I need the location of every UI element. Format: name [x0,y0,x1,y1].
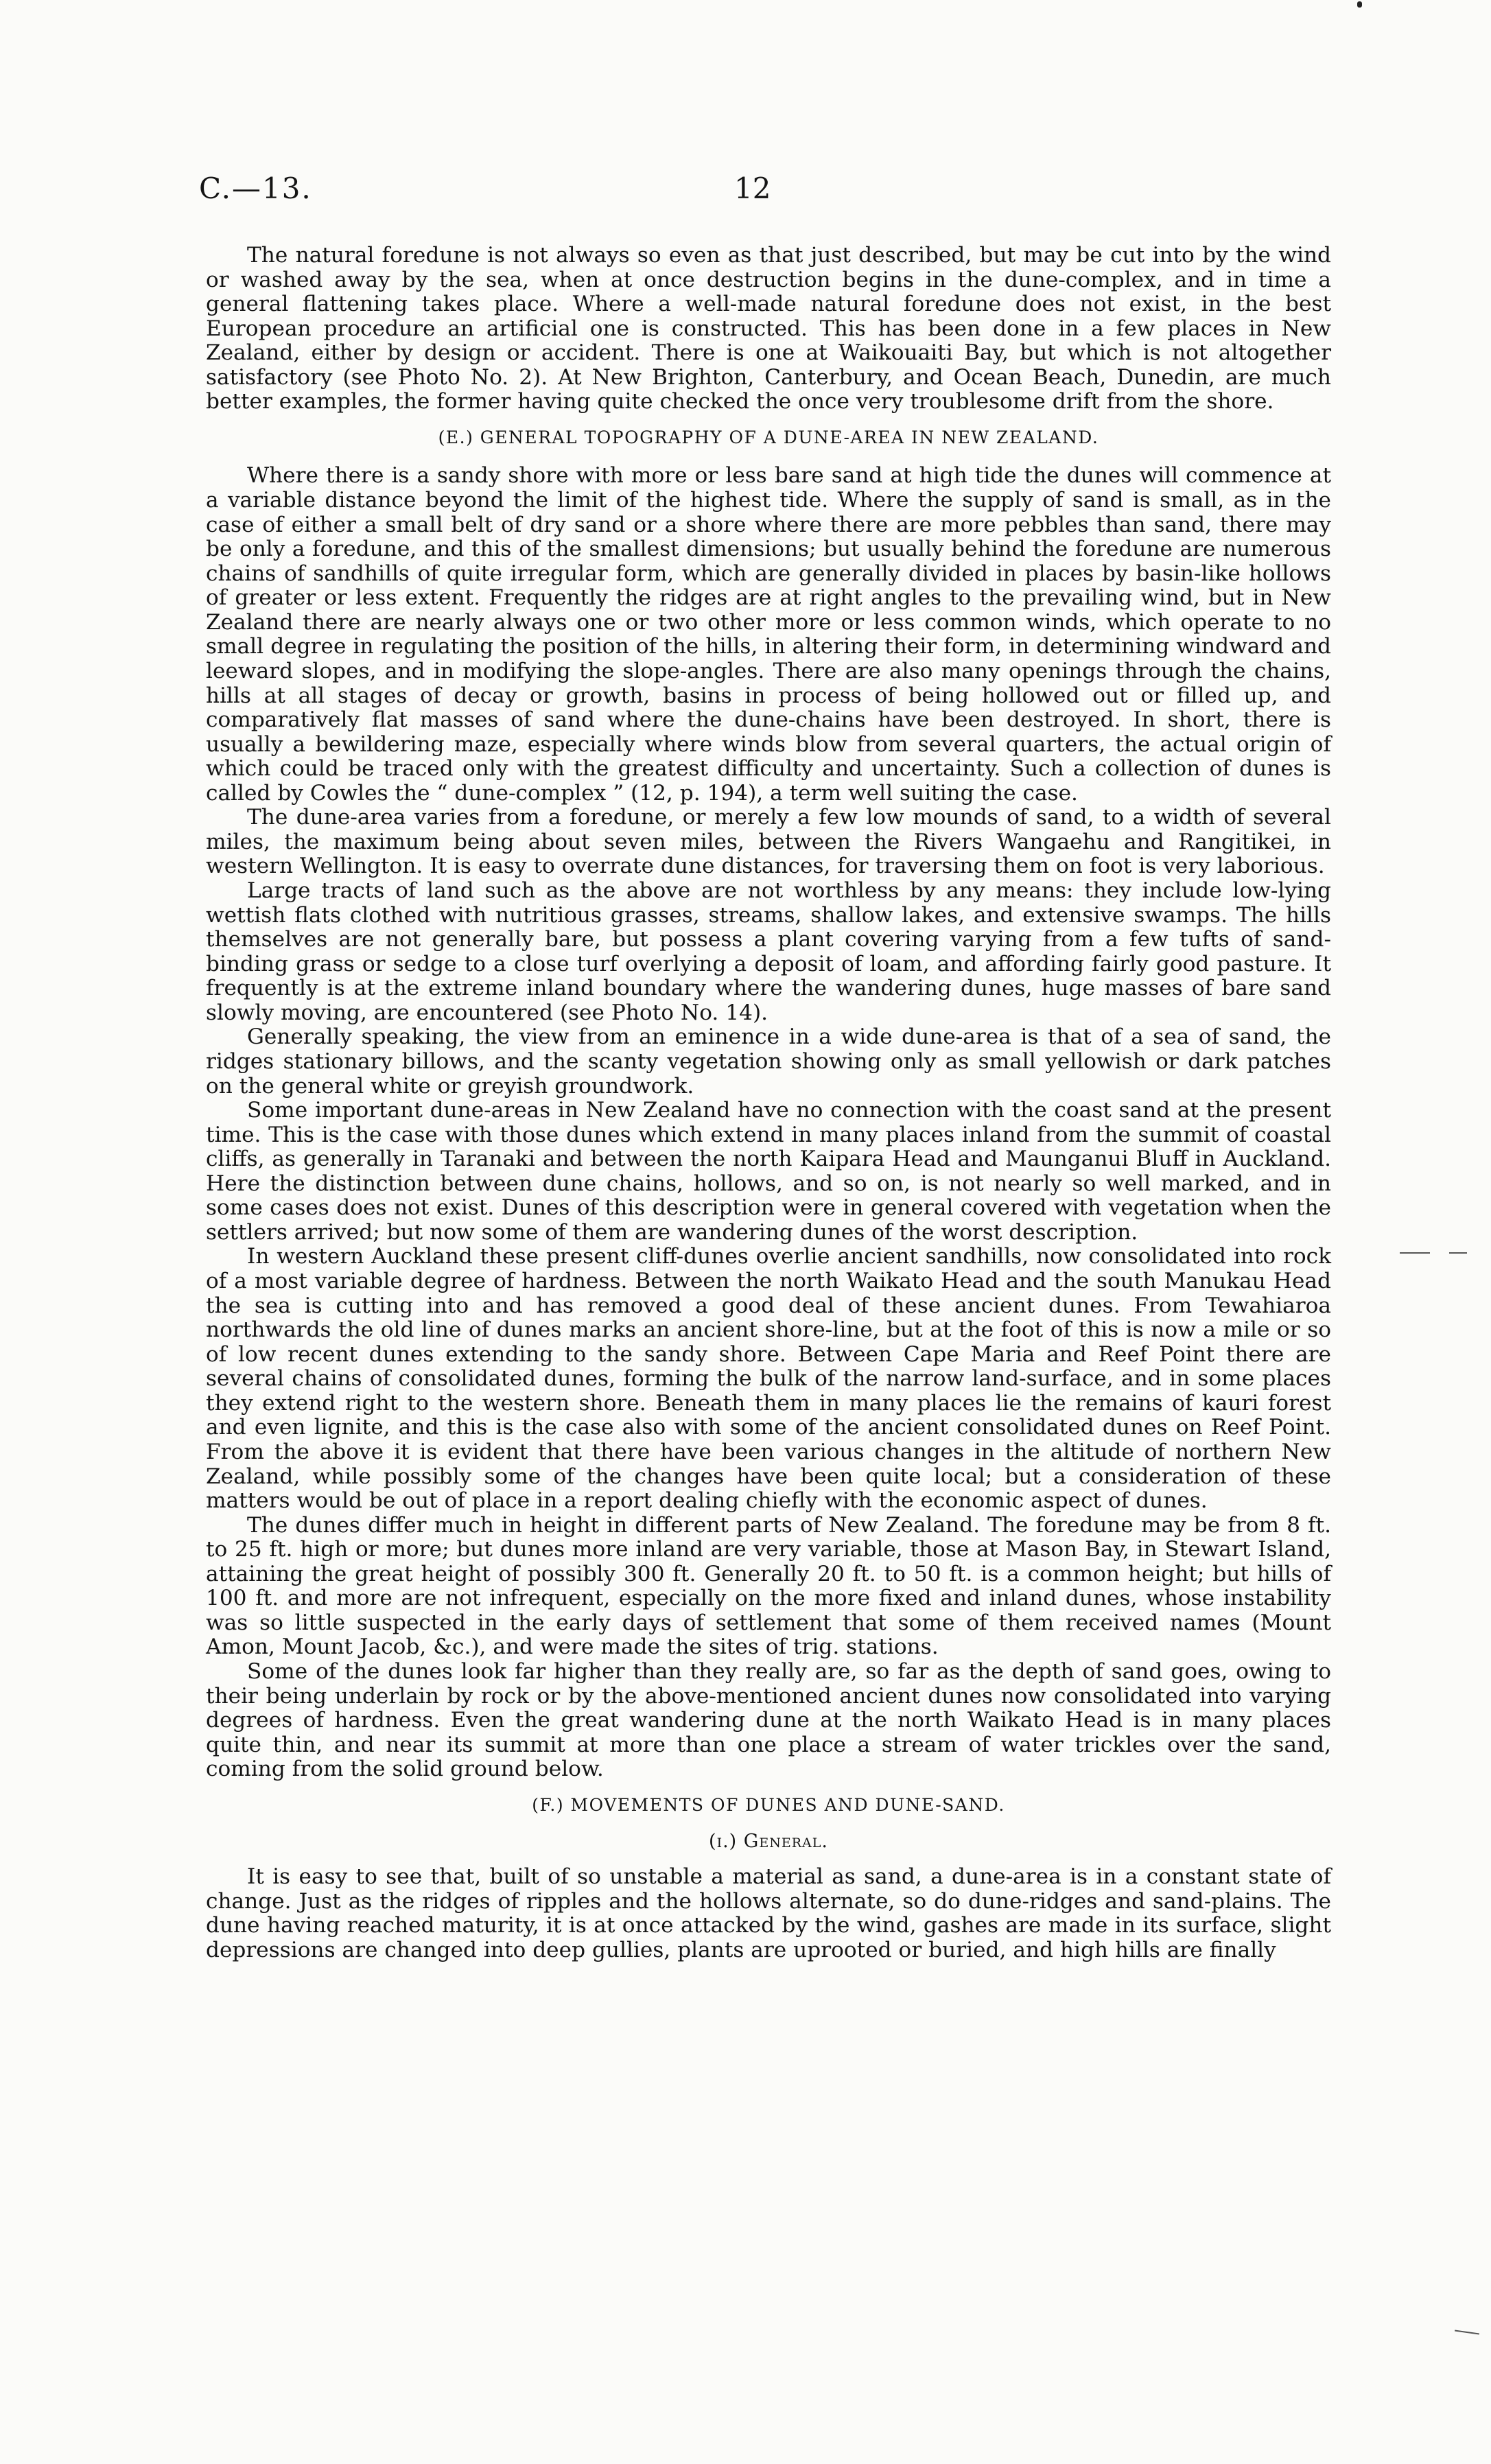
section-heading-movements-of-dunes: (F.) MOVEMENTS OF DUNES AND DUNE-SAND. [532,1794,1005,1815]
margin-mark [1455,2330,1479,2335]
section-heading-general-topography: (E.) GENERAL TOPOGRAPHY OF A DUNE-AREA IN NEW ZEALAND. [438,427,1099,447]
body-text [206,244,1331,1962]
paragraph: In western Auckland these present cliff-dunes overlie ancient sandhills, now consolidated into rock of a most variable degree of hardness. Between the north Waikato Head and the south Manukau Head the sea is cutting into and has removed a good deal of these ancient dunes. From Tewahiaroa northwards the old line of dunes marks an ancient shore-line, but at the foot of this is now a mile or so of low recent dunes extending to the sandy shore. Between Cape Maria and Reef Point there are several chains of consolidated dunes, forming the bulk of the narrow land-surface, and in some places they extend right to the western shore. Beneath them in many places lie the remains of kauri forest and even lignite, and this is the case also with some of the ancient consolidated dunes on Reef Point. From the above it is evident that there have been various changes in the altitude of northern New Zealand, while possibly some of the changes have been quite local; but a consideration of these matters would be out of place in a report dealing chiefly with the economic aspect of dunes. [206,1244,1331,1514]
paragraph: Some of the dunes look far higher than they really are, so far as the depth of sand goes, owing to their being underlain by rock or by the above-mentioned ancient dunes now consolidated into varying degrees of hardness. Even the great wandering dune at the north Waikato Head is in many places quite thin, and near its summit at more than one place a stream of water trickles over the sand, coming from the solid ground below. [206,1659,1331,1782]
page-header [199,172,1331,233]
paragraph: The natural foredune is not always so even as that just described, but may be cut into by the wind or washed away by the sea, when at once destruction begins in the dune-complex, and in time a general flattening takes place. Where a well-made natural foredune does not exist, in the best European procedure an artificial one is constructed. This has been done in a few places in New Zealand, either by design or accident. There is one at Waikouaiti Bay, but which is not altogether satisfactory (see Photo No. 2). At New Brighton, Canterbury, and Ocean Beach, Dunedin, are much better examples, the former having quite checked the once very troublesome drift from the shore. [206,243,1331,414]
paragraph: The dune-area varies from a foredune, or merely a few low mounds of sand, to a width of several miles, the maximum being about seven miles, between the Rivers Wangaehu and Rangitikei, in western Wellington. It is easy to overrate dune distances, for traversing them on foot is very laborious. [206,805,1331,879]
scan-speck [1357,1,1362,8]
paragraph: The dunes differ much in height in different parts of New Zealand. The foredune may be from 8 ft. to 25 ft. high or more; but dunes more inland are very variable, those at Mason Bay, in Stewart Island, attaining the great height of possibly 300 ft. Generally 20 ft. to 50 ft. is a common height; but hills of 100 ft. and more are not infrequent, especially on the more fixed and inland dunes, whose instability was so little suspected in the early days of settlement that some of them received names (Mount Amon, Mount Jacob, &c.), and were made the sites of trig. stations. [206,1512,1331,1660]
paragraph: Generally speaking, the view from an eminence in a wide dune-area is that of a sea of sand, the ridges stationary billows, and the scanty vegetation showing only as small yellowish or dark patches on the general white or greyish groundwork. [206,1024,1331,1099]
paragraph: Some important dune-areas in New Zealand have no connection with the coast sand at the present time. This is the case with those dunes which extend in many places inland from the summit of coastal cliffs, as generally in Taranaki and between the north Kaipara Head and Maunganui Bluff in Auckland. Here the distinction between dune chains, hollows, and so on, is not nearly so well marked, and in some cases does not exist. Dunes of this description were in general covered with vegetation when the settlers arrived; but now some of them are wandering dunes of the worst description. [206,1098,1331,1245]
sub-heading-general: (i.) General. [709,1831,828,1853]
paragraph: Where there is a sandy shore with more or less bare sand at high tide the dunes will commence at a variable distance beyond the limit of the highest tide. Where the supply of sand is small, as in the case of either a small belt of dry sand or a shore where there are more pebbles than sand, there may be only a foredune, and this of the smallest dimensions; but usually behind the foredune are numerous chains of sandhills of quite irregular form, which are generally divided in places by basin-like hollows of greater or less extent. Frequently the ridges are at right angles to the prevailing wind, but in New Zealand there are nearly always one or two other more or less common winds, which operate to no small degree in regulating the position of the hills, in altering their form, in determining windward and leeward slopes, and in modifying the slope-angles. There are also many openings through the chains, hills at all stages of decay or growth, basins in process of being hollowed out or filled up, and comparatively flat masses of sand where the dune-chains have been destroyed. In short, there is usually a bewildering maze, especially where winds blow from several quarters, the actual origin of which could be traced only with the greatest difficulty and uncertainty. Such a collection of dunes is called by Cowles the “ dune-complex ” (12, p. 194), a term well suiting the case. [206,463,1331,806]
paragraph: Large tracts of land such as the above are not worthless by any means: they include low-lying wettish flats clothed with nutritious grasses, streams, shallow lakes, and extensive swamps. The hills themselves are not generally bare, but possess a plant covering varying from a few tufts of sand-binding grass or sedge to a close turf overlying a deposit of loam, and affording fairly good pasture. It frequently is at the extreme inland boundary where the wandering dunes, huge masses of bare sand slowly moving, are encountered (see Photo No. 14). [206,878,1331,1025]
margin-mark [1400,1252,1430,1254]
page-number: 12 [734,172,771,205]
paragraph: It is easy to see that, built of so unstable a material as sand, a dune-area is in a constant state of change. Just as the ridges of ripples and the hollows alternate, so do dune-ridges and sand-plains. The dune having reached maturity, it is at once attacked by the wind, gashes are made in its surface, slight depressions are changed into deep gullies, plants are uprooted or buried, and high hills are finally [206,1864,1331,1962]
margin-mark [1449,1252,1467,1254]
document-reference: C.—13. [199,172,312,205]
